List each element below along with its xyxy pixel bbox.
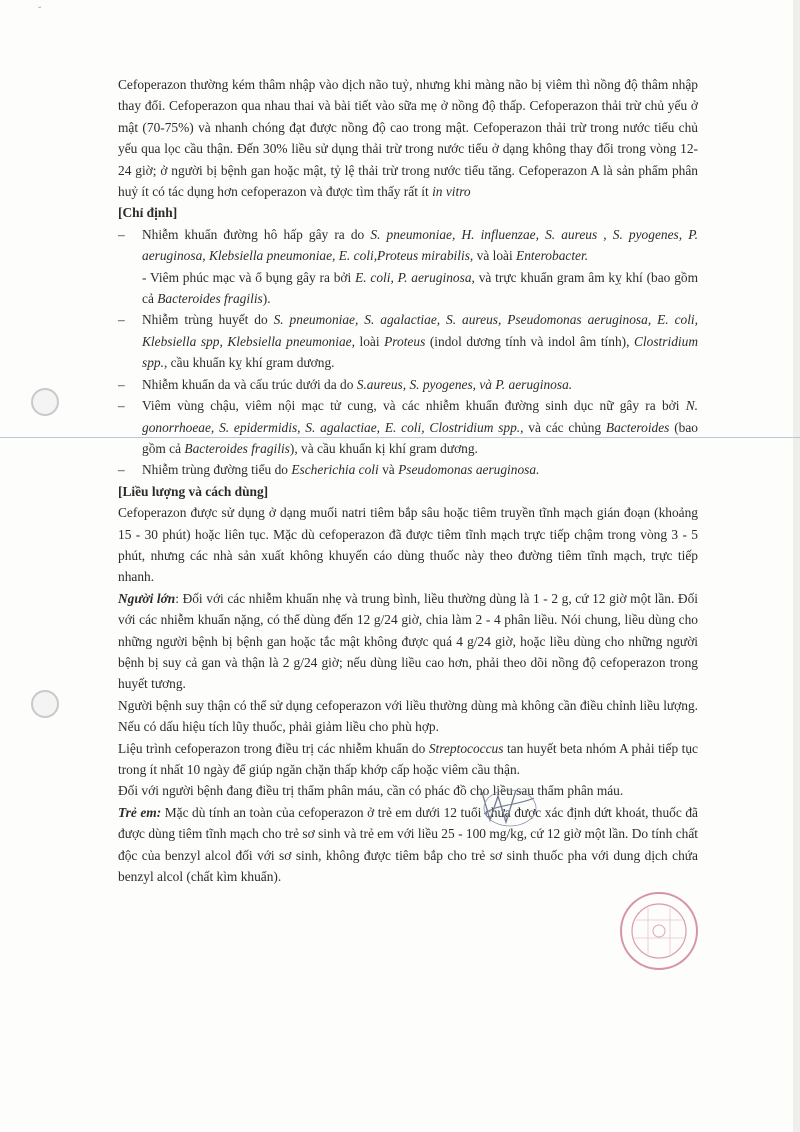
paragraph-adult-dose: Người lớn: Đối với các nhiễm khuẩn nhẹ và trung bình, liều thường dùng là 1 - 2 g, cứ 12 giờ một lần. Đối với các nhiễm khuẩn nặng, có thể dùng đến 12 g/24 giờ, chia làm 2 - 4 phân liều. Nói chung, liều dùng cho những người bệnh bị bệnh gan hoặc tắc mật không được quá 4 g/24 giờ, hoặc liều dùng cho những người bệnh bị suy cả gan và thận là 2 g/24 giờ; nếu dùng liều cao hơn, phải theo dõi nồng độ cefoperazon trong huyết tương. [118,590,698,692]
list-item: – Nhiễm trùng huyết do S. pneumoniae, S. agalactiae, S. aureus, Pseudomonas aeruginosa, E. coli, Klebsiella spp, Klebsiella pneumoniae, loài Proteus (indol dương tính và indol âm tính), Clostridium spp., cầu khuẩn kỵ khí gram dương. [118,309,698,373]
paragraph-administration: Cefoperazon được sử dụng ở dạng muối natri tiêm bắp sâu hoặc tiêm truyền tĩnh mạch gián đoạn (khoảng 15 - 30 phút) hoặc liên tục. Mặc dù cefoperazon đã được tiêm tĩnh mạch trực tiếp chậm trong vòng 3 - 5 phút, nhưng các nhà sản xuất không khuyến cáo dùng thuốc này theo đường tiêm tĩnh mạch, trực tiếp nhanh. [118,505,698,585]
list-item: – Viêm vùng chậu, viêm nội mạc tử cung, và các nhiễm khuẩn đường sinh dục nữ gây ra bởi N. gonorrhoeae, S. epidermidis, S. agalactiae, E. coli, Clostridium spp., và các chủng Bacteroides (bao gồm cả Bacteroides fragilis), và cầu khuẩn kị khí gram dương. [118,395,698,459]
paragraph-renal: Người bệnh suy thận có thể sử dụng cefoperazon với liều thường dùng mà không cần điều chỉnh liều lượng. Nếu có dấu hiệu tích lũy thuốc, phải giảm liều cho phù hợp. [118,697,698,735]
paragraph-streptococcus: Liệu trình cefoperazon trong điều trị các nhiễm khuẩn do Streptococcus tan huyết beta nhóm A phải tiếp tục trong ít nhất 10 ngày để giúp ngăn chặn thấp khớp cấp hoặc viêm cầu thận. [118,740,698,777]
punch-hole-bottom [31,690,59,718]
paragraph-pharmacokinetics: Cefoperazon thường kém thâm nhập vào dịch não tuỷ, nhưng khi màng não bị viêm thì nồng độ thâm nhập thay đổi. Cefoperazon qua nhau thai và bài tiết vào sữa mẹ ở nồng độ thấp. Cefoperazon thải trừ chủ yếu ở mật (70-75%) và nhanh chóng đạt được nồng độ cao trong mật. Cefoperazon thải trừ trong nước tiểu chủ yếu qua lọc cầu thận. Đến 30% liều sử dụng thải trừ trong nước tiểu ở dạng không thay đổi trong vòng 12-24 giờ; ở người bị bệnh gan hoặc mật, tỷ lệ thải trừ trong nước tiểu tăng. Cefoperazon A là sản phẩm phân huỷ ít có tác dụng hơn cefoperazon và được tìm thấy rất ít in vitro [118,77,698,200]
corner-mark: ˇ [38,6,42,17]
punch-hole-top [31,388,59,416]
official-seal-stamp [618,890,700,972]
document-body [118,74,698,887]
list-item: – Nhiễm khuẩn đường hô hấp gây ra do S. pneumoniae, H. influenzae, S. aureus , S. pyogenes, P. aeruginosa, Klebsiella pneumoniae, E. coli,Proteus mirabilis, và loài Enterobacter. - Viêm phúc mạc và ổ bụng gây ra bởi E. coli, P. aeruginosa, và trực khuẩn gram âm kỵ khí (bao gồm cả Bacteroides fragilis). [118,224,698,310]
list-item: – Nhiễm trùng đường tiểu do Escherichia coli và Pseudomonas aeruginosa. [118,459,698,480]
indications-list [118,224,698,481]
list-item: – Nhiễm khuẩn da và cấu trúc dưới da do S.aureus, S. pyogenes, và P. aeruginosa. [118,374,698,395]
paragraph-dialysis: Đối với người bệnh đang điều trị thẩm phân máu, cần có phác đồ cho liều sau thẩm phân máu. [118,783,624,799]
handwritten-signature [476,784,542,830]
page-edge-shadow [793,0,800,1132]
heading-dosage: [Liều lượng và cách dùng] [118,483,269,499]
paragraph-children: Trẻ em: Mặc dù tính an toàn của cefoperazon ở trẻ em dưới 12 tuổi chưa được xác định dứt khoát, thuốc đã được dùng tiêm tĩnh mạch cho trẻ sơ sinh và trẻ em với liều 25 - 100 mg/kg, cứ 12 giờ một lần. Do tính chất độc của benzyl alcol đối với sơ sinh, không được tiêm bắp cho trẻ sơ sinh thuốc pha với dung dịch chứa benzyl alcol (chất kìm khuẩn). [118,804,698,885]
heading-indications: [Chỉ định] [118,205,178,221]
sub-item-peritonitis: - Viêm phúc mạc và ổ bụng gây ra bởi E. coli, P. aeruginosa, và trực khuẩn gram âm kỵ khí (bao gồm cả Bacteroides fragilis). [142,269,698,307]
